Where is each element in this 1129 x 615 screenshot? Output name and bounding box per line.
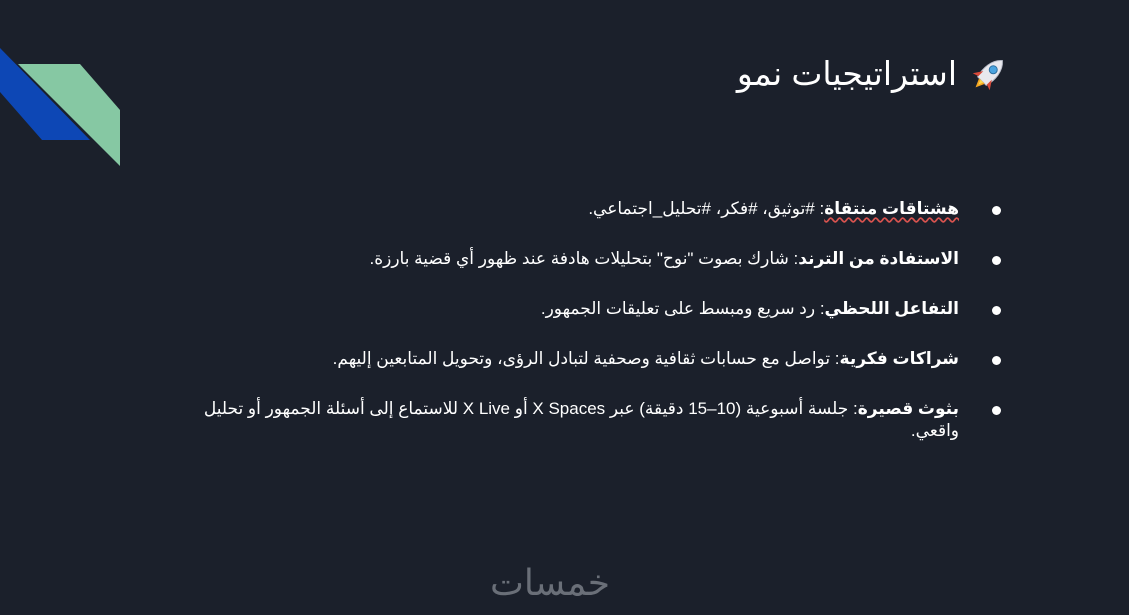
strategy-list [191, 198, 1001, 470]
corner-decoration [0, 0, 130, 170]
bullet [992, 406, 1001, 415]
list-item [191, 248, 1001, 270]
item-text: : رد سريع ومبسط على تعليقات الجمهور. [540, 299, 825, 318]
item-text: : جلسة أسبوعية (10–15 دقيقة) عبر X Spaces أو X Live للاستماع إلى أسئلة الجمهور أو تحليل واقعي. [203, 399, 959, 440]
list-item [191, 398, 1001, 442]
item-label: الاستفادة من الترند [798, 249, 959, 268]
item-label: بثوث قصيرة [857, 399, 959, 418]
title-row [737, 52, 1011, 96]
item-text: : #توثيق، #فكر، #تحليل_اجتماعي. [588, 199, 825, 218]
watermark-logo: خمسات [490, 563, 611, 604]
item-label: هشتاقات منتقاة [824, 199, 959, 218]
item-label: شراكات فكرية [839, 349, 959, 368]
item-text: : تواصل مع حسابات ثقافية وصحفية لتبادل الرؤى، وتحويل المتابعين إليهم. [332, 349, 840, 368]
bullet [992, 206, 1001, 215]
bullet [992, 256, 1001, 265]
list-item [191, 348, 1001, 370]
item-text: : شارك بصوت "نوح" بتحليلات هادفة عند ظهور أي قضية بارزة. [369, 249, 799, 268]
rocket-icon [967, 52, 1011, 96]
slide-title: استراتيجيات نمو [736, 55, 957, 92]
bullet [992, 356, 1001, 365]
list-item [191, 298, 1001, 320]
bullet [992, 306, 1001, 315]
list-item [191, 198, 1001, 220]
item-label: التفاعل اللحظي [824, 299, 959, 318]
